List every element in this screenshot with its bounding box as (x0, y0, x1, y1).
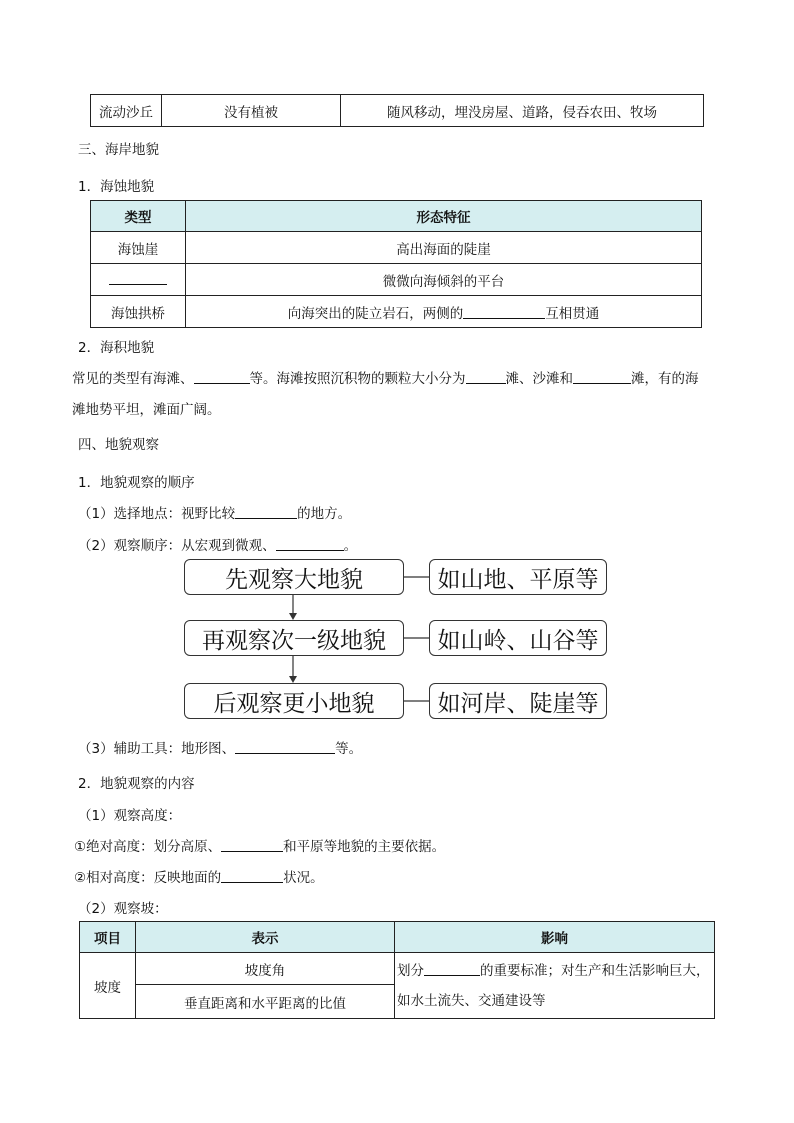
rep-angle: 坡度角 (136, 953, 395, 985)
text: 常见的类型有海滩、 (72, 371, 194, 387)
header-effect: 影响 (395, 922, 715, 953)
sec4-item3 (78, 737, 362, 757)
row3-feature-b: 互相贯通 (545, 305, 600, 322)
text: 滩，有的海 (631, 371, 699, 387)
section-4-title: 四、地貌观察 (78, 437, 159, 453)
text: 等。海滩按照沉积物的颗粒大小分为 (249, 371, 466, 387)
flow-right-1: 如山地、平原等 (429, 559, 607, 595)
text: （2）观察顺序：从宏观到微观、 (78, 538, 276, 554)
flow-left-1: 先观察大地貌 (184, 559, 404, 595)
text: （1）选择地点：视野比较 (78, 506, 236, 522)
text: 的重要标准；对生产和生活影响巨大， (480, 962, 710, 979)
sec4-h2: （2）观察坡： (78, 901, 168, 917)
header-representation: 表示 (136, 922, 395, 953)
sec4-sub1: 1．地貌观察的顺序 (78, 475, 195, 491)
text: 滩、沙滩和 (505, 371, 573, 387)
text: 。 (343, 538, 358, 554)
flow-right-2: 如山岭、山谷等 (429, 620, 607, 656)
effect-cell (395, 953, 715, 1019)
cell-type: 流动沙丘 (91, 95, 162, 127)
row3-type: 海蚀拱桥 (91, 296, 186, 328)
text: 等。 (335, 741, 363, 757)
blank (221, 838, 283, 852)
row3-feature-a: 向海突出的陡立岩石，两侧的 (287, 305, 464, 322)
text: ①绝对高度：划分高原、 (74, 839, 222, 855)
text: （3）辅助工具：地形图、 (78, 741, 236, 757)
text: 状况。 (283, 870, 324, 886)
cell-vegetation: 没有植被 (162, 95, 341, 127)
text: 的地方。 (297, 506, 352, 522)
blank (221, 869, 283, 883)
item-slope: 坡度 (80, 953, 136, 1019)
row2-feature: 微微向海倾斜的平台 (186, 264, 702, 296)
flow-left-3: 后观察更小地貌 (184, 683, 404, 719)
sec4-sub2: 2．地貌观察的内容 (78, 776, 195, 792)
sec3-sub1: 1．海蚀地貌 (78, 179, 155, 195)
cell-feature: 随风移动，埋没房屋、道路，侵吞农田、牧场 (341, 95, 704, 127)
flow-left-2: 再观察次一级地貌 (184, 620, 404, 656)
sec4-relative-height (74, 866, 324, 886)
blank (424, 962, 480, 976)
row1-feature: 高出海面的陡崖 (186, 232, 702, 264)
text: 如水土流失、交通建设等 (397, 992, 546, 1009)
header-feature: 形态特征 (186, 201, 702, 232)
header-item: 项目 (80, 922, 136, 953)
text: ②相对高度：反映地面的 (74, 870, 222, 886)
slope-table (79, 921, 715, 1019)
text: 和平原等地貌的主要依据。 (283, 839, 446, 855)
row1-type: 海蚀崖 (91, 232, 186, 264)
flow-right-3: 如河岸、陡崖等 (429, 683, 607, 719)
sec4-h1: （1）观察高度： (78, 808, 182, 824)
blank (235, 740, 335, 754)
section-3-title: 三、海岸地貌 (78, 142, 159, 158)
header-type: 类型 (91, 201, 186, 232)
sec4-absolute-height (74, 835, 445, 855)
sec3-para-line2: 滩地势平坦，滩面广阔。 (72, 402, 221, 418)
rep-ratio: 垂直距离和水平距离的比值 (136, 985, 395, 1019)
sec3-sub2: 2．海积地貌 (78, 340, 155, 356)
text: 划分 (397, 962, 424, 979)
